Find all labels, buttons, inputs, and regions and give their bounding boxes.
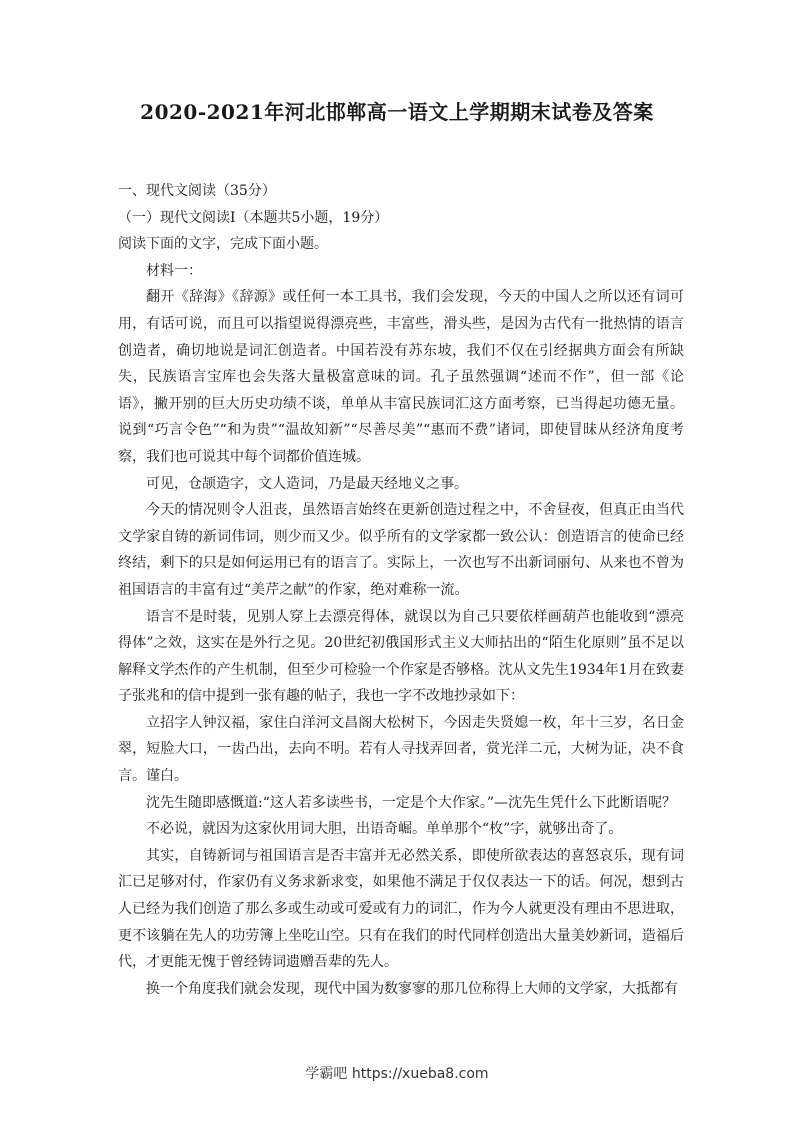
footer-watermark: 学霸吧 https://xueba8.com bbox=[305, 1066, 489, 1082]
document-body bbox=[118, 178, 684, 1002]
paragraph: 语言不是时装，见别人穿上去漂亮得体，就误以为自己只要依样画葫芦也能收到“漂亮得体”之效，这实在是外行之见。20世纪初俄国形式主义大师拈出的“陌生化原则”虽不足以解释文学杰作的产生机制，但至少可检验一个作家是否够格。沈从文先生1934年1月在致妻子张兆和的信中提到一张有趣的帖子，我也一字不改地抄录如下： bbox=[118, 608, 684, 705]
paragraph: 立招字人钟汉福，家住白洋河文昌阁大松树下，今因走失贤媳一枚，年十三岁，名日金翠，短脸大口，一齿凸出，去向不明。若有人寻找弄回者，赏光洋二元，大树为证，决不食言。谨白。 bbox=[118, 714, 684, 785]
paragraph: 一、现代文阅读（35分） bbox=[118, 183, 276, 199]
paragraph: （一）现代文阅读Ⅰ（本题共5小题，19分） bbox=[118, 209, 389, 226]
paragraph: 材料一： bbox=[146, 262, 202, 279]
paragraph: 其实，自铸新词与祖国语言是否丰富并无必然关系，即使所欲表达的喜怒哀乐，现有词汇已足够对付，作家仍有义务求新求变，如果他不满足于仅仅表达一下的话。何况，想到古人已经为我们创造了那么多或生动或可爱或有力的词汇，作为今人就更没有理由不思进取，更不该躺在先人的功劳簿上坐吃山空。只有在我们的时代同样创造出大量美妙新词，造福后代，才更能无愧于曾经铸词遗赠吾辈的先人。 bbox=[118, 847, 684, 971]
document-title: 2020-2021年河北邯郸高一语文上学期期末试卷及答案 bbox=[140, 100, 654, 124]
paragraph: 沈先生随即感慨道:“这人若多读些书，一定是个大作家。”—沈先生凭什么下此断语呢？ bbox=[146, 794, 677, 811]
paragraph: 翻开《辞海》《辞源》或任何一本工具书，我们会发现，今天的中国人之所以还有词可用，有话可说，而且可以指望说得漂亮些，丰富些，滑头些，是因为古代有一批热情的语言创造者，确切地说是词汇创造者。中国若没有苏东坡，我们不仅在引经据典方面会有所缺失，民族语言宝库也会失落大量极富意味的词。孔子虽然强调“述而不作”，但一部《论语》，撇开别的巨大历史功绩不谈，单单从丰富民族词汇这方面考察，已当得起功德无量。说到“巧言令色”“和为贵”“温故知新”“尽善尽美”“惠而不费”诸词，即使冒昧从经济角度考察，我们也可说其中每个词都价值连城。 bbox=[118, 289, 684, 465]
paragraph: 阅读下面的文字，完成下面小题。 bbox=[118, 236, 328, 253]
paragraph: 可见，仓颉造字，文人造词，乃是最天经地义之事。 bbox=[146, 475, 468, 492]
paragraph: 不必说，就因为这家伙用词大胆，出语奇崛。单单那个“枚”字，就够出奇了。 bbox=[146, 821, 623, 838]
paragraph: 今天的情况则令人沮丧，虽然语言始终在更新创造过程之中，不舍昼夜，但真正由当代文学家自铸的新词伟词，则少而又少。似乎所有的文学家都一致公认：创造语言的使命已经终结，剩下的只是如何运用已有的语言了。实际上，一次也写不出新词丽句、从来也不曾为祖国语言的丰富有过“美芹之献”的作家，绝对难称一流。 bbox=[118, 502, 684, 598]
paragraph: 换一个角度我们就会发现，现代中国为数寥寥的那几位称得上大师的文学家，大抵都有 bbox=[146, 980, 678, 997]
